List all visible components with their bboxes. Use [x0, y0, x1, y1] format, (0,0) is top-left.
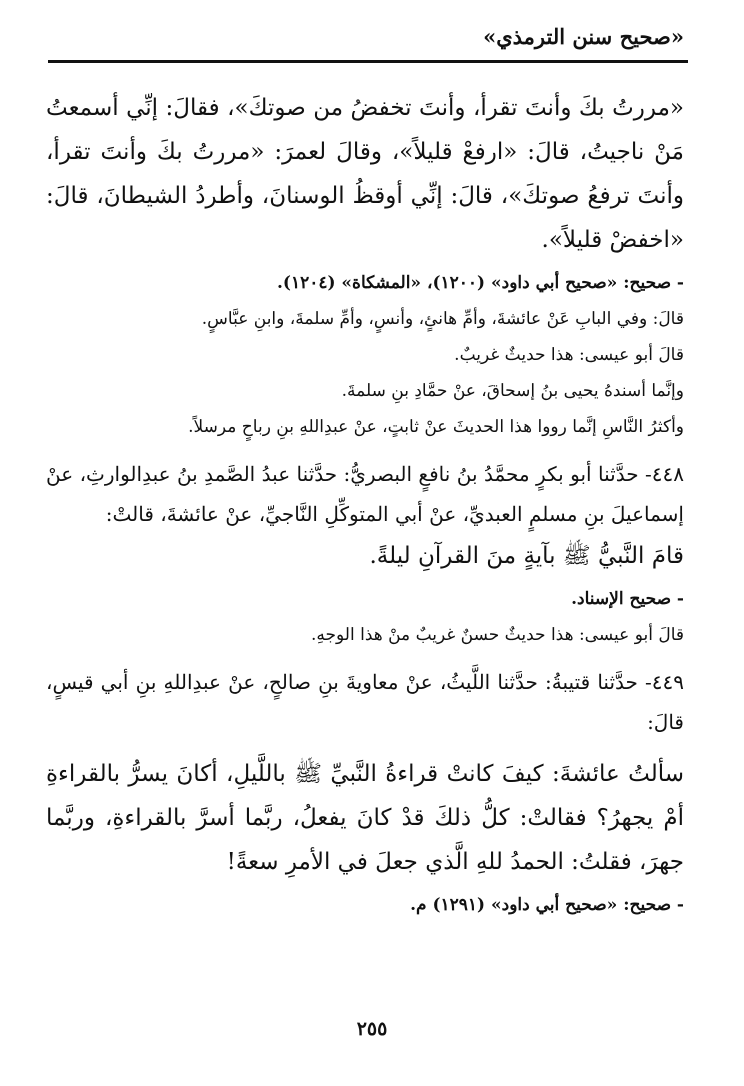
commentary-line: قالَ أبو عيسى: هذا حديثٌ غريبٌ.: [454, 345, 684, 365]
commentary-line: قالَ أبو عيسى: هذا حديثٌ حسنٌ غريبٌ منْ هذا الوجهِ.: [310, 625, 684, 645]
grading-note: - صحيح: «صحيح أبي داود» (١٢٩١) م.: [410, 895, 684, 915]
hadith-continuation: «مررتُ بكَ وأنتَ تقرأ، وأنتَ تخفضُ من صوتكَ»، فقالَ: إنِّي أسمعتُ مَنْ ناجيتُ، قالَ: «ارفعْ قليلاً»، وقالَ لعمرَ: «مررتُ بكَ وأنتَ تقرأ، وأنتَ ترفعُ صوتكَ»، قالَ: إنِّي أوقظُ الوسنانَ، وأطردُ الشيطانَ، قالَ: «اخفضْ قليلاً».: [46, 95, 684, 253]
commentary-line: قالَ: وفي البابِ عَنْ عائشةَ، وأمِّ هانئٍ، وأنسٍ، وأمِّ سلمةَ، وابنِ عبَّاسٍ.: [201, 309, 684, 329]
running-header: «صحيح سنن الترمذي»: [483, 24, 684, 49]
grading-note: - صحيح: «صحيح أبي داود» (١٢٠٠)، «المشكاة» (١٢٠٤).: [276, 273, 684, 293]
commentary-line: وأكثرُ النَّاسِ إنَّما رووا هذا الحديثَ عنْ ثابتٍ، عنْ عبدِاللهِ بنِ رباحٍ مرسلاً.: [188, 417, 684, 437]
hadith-chain-448: ٤٤٨- حدَّثنا أبو بكرٍ محمَّدُ بنُ نافعٍ البصريُّ: حدَّثنا عبدُ الصَّمدِ بنُ عبدِالوارثِ، عنْ إسماعيلَ بنِ مسلمٍ العبديِّ، عنْ أبي المتوكِّلِ النَّاجيِّ، عنْ عائشةَ، قالتْ:: [46, 462, 684, 526]
hadith-chain-449: ٤٤٩- حدَّثنا قتيبةُ: حدَّثنا اللَّيثُ، عنْ معاويةَ بنِ صالحٍ، عنْ عبدِاللهِ بنِ أبي قيسٍ، قالَ:: [46, 670, 684, 734]
commentary-line: وإنَّما أسندهُ يحيى بنُ إسحاقَ، عنْ حمَّادِ بنِ سلمةَ.: [341, 381, 684, 401]
hadith-text-449: سألتُ عائشةَ: كيفَ كانتْ قراءةُ النَّبيِّ ﷺ باللَّيلِ، أكانَ يسرُّ بالقراءةِ أمْ يجهرُ؟ فقالتْ: كلُّ ذلكَ قدْ كانَ يفعلُ، ربَّما أسرَّ بالقراءةِ، وربَّما جهرَ، فقلتُ: الحمدُ للهِ الَّذي جعلَ في الأمرِ سعةً!: [46, 761, 684, 875]
hadith-text-448: قامَ النَّبيُّ ﷺ بآيةٍ منَ القرآنِ ليلةً.: [369, 543, 684, 569]
header-rule: [48, 60, 688, 63]
page-body: [46, 86, 684, 922]
page-number: ٢٥٥: [356, 1018, 388, 1040]
grading-note: - صحيح الإسناد.: [571, 589, 684, 609]
